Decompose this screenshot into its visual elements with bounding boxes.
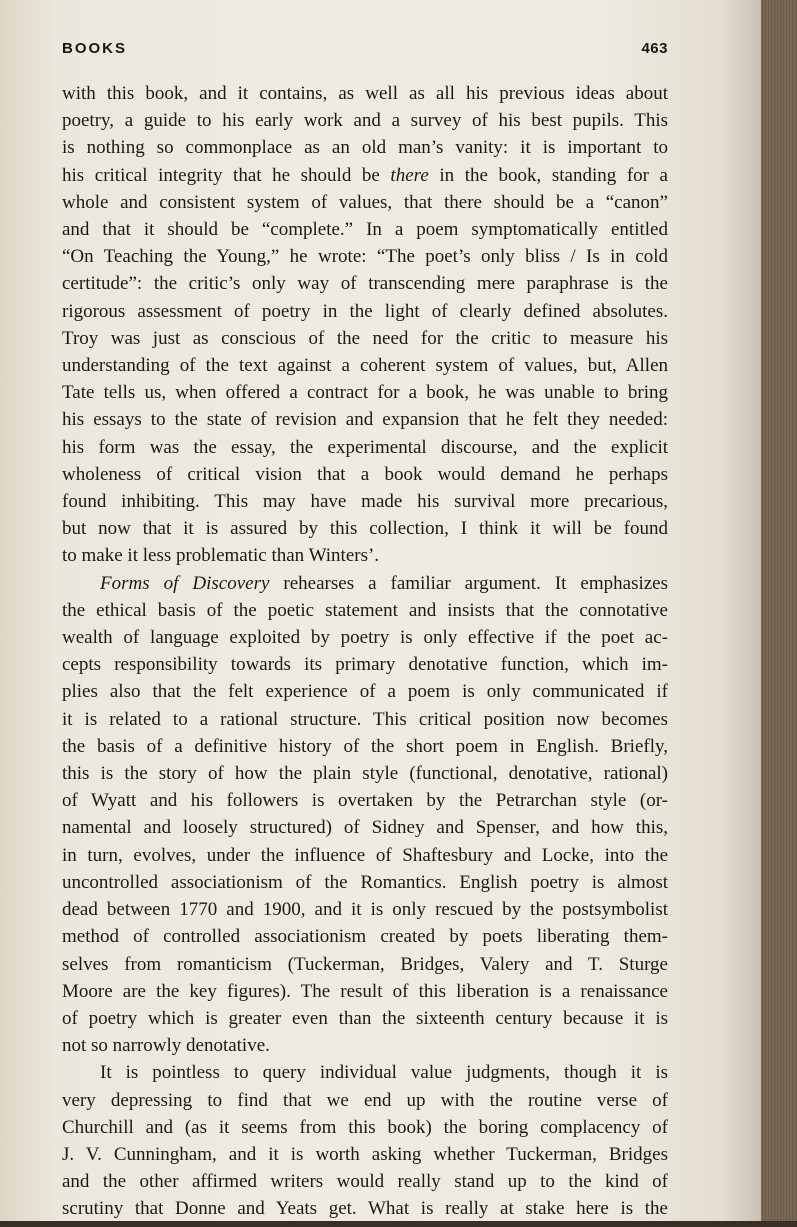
text-line xyxy=(62,298,668,325)
text-line xyxy=(62,978,668,1005)
text-segment: the basis of a definitive history of the short poem in English. Briefly, xyxy=(62,735,668,757)
paragraph xyxy=(62,1059,668,1222)
text-segment: understanding of the text against a coherent system of values, but, Allen xyxy=(62,355,668,377)
text-segment: wealth of language exploited by poetry is only effective if the poet ac- xyxy=(62,627,668,649)
text-line xyxy=(62,1005,668,1032)
text-segment: his essays to the state of revision and expansion that he felt they needed: xyxy=(62,409,668,431)
text-line xyxy=(62,1114,668,1141)
text-line xyxy=(62,488,668,515)
text-segment: but now that it is assured by this collection, I think it will be found xyxy=(62,518,668,540)
text-line xyxy=(62,80,668,107)
text-line xyxy=(62,814,668,841)
text-line xyxy=(62,461,668,488)
text-line xyxy=(62,869,668,896)
text-segment: method of controlled associationism created by poets liberating them- xyxy=(62,926,668,948)
text-line xyxy=(62,1087,668,1114)
text-segment: whole and consistent system of values, that there should be a “canon” xyxy=(62,191,668,213)
text-line xyxy=(62,434,668,461)
text-line xyxy=(62,406,668,433)
paragraph xyxy=(62,570,668,1060)
text-line xyxy=(62,733,668,760)
text-segment: it is related to a rational structure. This critical position now becomes xyxy=(62,708,668,730)
text-line xyxy=(62,189,668,216)
text-segment: Moore are the key figures). The result of this liberation is a renaissance xyxy=(62,980,668,1002)
text-segment: to make it less problematic than Winters’. xyxy=(62,545,380,567)
text-segment: cepts responsibility towards its primary denotative function, which im- xyxy=(62,654,668,676)
text-segment: and that it should be “complete.” In a poem symptomatically entitled xyxy=(62,219,668,241)
text-line xyxy=(62,1141,668,1168)
text-segment: Troy was just as conscious of the need for the critic to measure his xyxy=(62,327,668,349)
text-segment: J. V. Cunningham, and it is worth asking whether Tuckerman, Bridges xyxy=(62,1143,668,1165)
paragraph xyxy=(62,80,668,570)
text-segment: poetry, a guide to his early work and a survey of his best pupils. This xyxy=(62,110,668,132)
text-line xyxy=(62,842,668,869)
text-line xyxy=(62,379,668,406)
text-segment: dead between 1770 and 1900, and it is only rescued by the postsymbolist xyxy=(62,899,668,921)
text-line xyxy=(62,216,668,243)
text-line xyxy=(62,896,668,923)
text-segment: plies also that the felt experience of a poem is only communicated if xyxy=(62,681,668,703)
text-line xyxy=(62,325,668,352)
text-line xyxy=(62,542,668,569)
text-segment: of Wyatt and his followers is overtaken by the Petrarchan style (or- xyxy=(62,790,668,812)
text-segment: in the book, standing for a xyxy=(428,164,668,186)
text-line xyxy=(62,1032,668,1059)
text-segment: not so narrowly denotative. xyxy=(62,1035,270,1057)
text-line xyxy=(62,270,668,297)
text-segment: with this book, and it contains, as well as all his previous ideas about xyxy=(62,83,668,104)
running-head: BOOKS xyxy=(62,40,128,57)
page-header xyxy=(62,38,668,62)
page-number: 463 xyxy=(641,40,668,57)
text-line xyxy=(62,352,668,379)
text-segment: namental and loosely structured) of Sidney and Spenser, and how this, xyxy=(62,817,668,839)
text-line xyxy=(62,706,668,733)
text-segment: this is the story of how the plain style (functional, denotative, rational) xyxy=(62,763,668,785)
text-segment: Churchill and (as it seems from this book) the boring complacency of xyxy=(62,1116,668,1138)
text-segment: Tate tells us, when offered a contract for a book, he was unable to bring xyxy=(62,382,668,404)
text-segment: in turn, evolves, under the influence of Shaftesbury and Locke, into the xyxy=(62,844,668,866)
text-line xyxy=(62,787,668,814)
text-line xyxy=(62,597,668,624)
text-segment: very depressing to find that we end up with the routine verse of xyxy=(62,1089,668,1111)
text-segment: selves from romanticism (Tuckerman, Bridges, Valery and T. Sturge xyxy=(62,953,668,975)
text-line xyxy=(62,515,668,542)
book-bottom-edge xyxy=(0,1221,797,1227)
text-line xyxy=(62,134,668,161)
text-segment: wholeness of critical vision that a book would demand he perhaps xyxy=(62,463,668,485)
text-segment: his critical integrity that he should be xyxy=(62,164,391,186)
text-line xyxy=(62,1195,668,1222)
text-segment: rehearses a familiar argument. It emphasizes xyxy=(269,572,668,594)
text-line xyxy=(62,1168,668,1195)
text-line xyxy=(62,678,668,705)
text-segment: uncontrolled associationism of the Romantics. English poetry is almost xyxy=(62,871,668,893)
text-line xyxy=(62,1059,668,1086)
text-line xyxy=(62,651,668,678)
text-line xyxy=(62,760,668,787)
text-segment: of poetry which is greater even than the sixteenth century because it is xyxy=(62,1007,668,1029)
italic-text: there xyxy=(390,164,429,186)
text-line xyxy=(62,923,668,950)
text-segment: certitude”: the critic’s only way of transcending mere paraphrase is the xyxy=(62,273,668,295)
text-line xyxy=(62,951,668,978)
text-segment: and the other affirmed writers would really stand up to the kind of xyxy=(62,1171,668,1193)
text-line xyxy=(62,243,668,270)
text-line xyxy=(62,624,668,651)
italic-text: Forms of Discovery xyxy=(100,572,270,594)
text-line xyxy=(62,162,668,189)
text-segment: rigorous assessment of poetry in the light of clearly defined absolutes. xyxy=(62,300,668,322)
body-text xyxy=(62,80,668,1222)
text-segment: scrutiny that Donne and Yeats get. What is really at stake here is the xyxy=(62,1198,668,1220)
page-edges xyxy=(761,0,797,1227)
text-segment: It is pointless to query individual value judgments, though it is xyxy=(100,1062,668,1084)
text-segment: “On Teaching the Young,” he wrote: “The poet’s only bliss / Is in cold xyxy=(62,246,668,268)
text-segment: his form was the essay, the experimental discourse, and the explicit xyxy=(62,436,668,458)
text-segment: found inhibiting. This may have made his survival more precarious, xyxy=(62,491,668,513)
text-segment: is nothing so commonplace as an old man’s vanity: it is important to xyxy=(62,137,668,159)
text-line xyxy=(62,570,668,597)
text-line xyxy=(62,107,668,134)
text-segment: the ethical basis of the poetic statement and insists that the connotative xyxy=(62,599,668,621)
